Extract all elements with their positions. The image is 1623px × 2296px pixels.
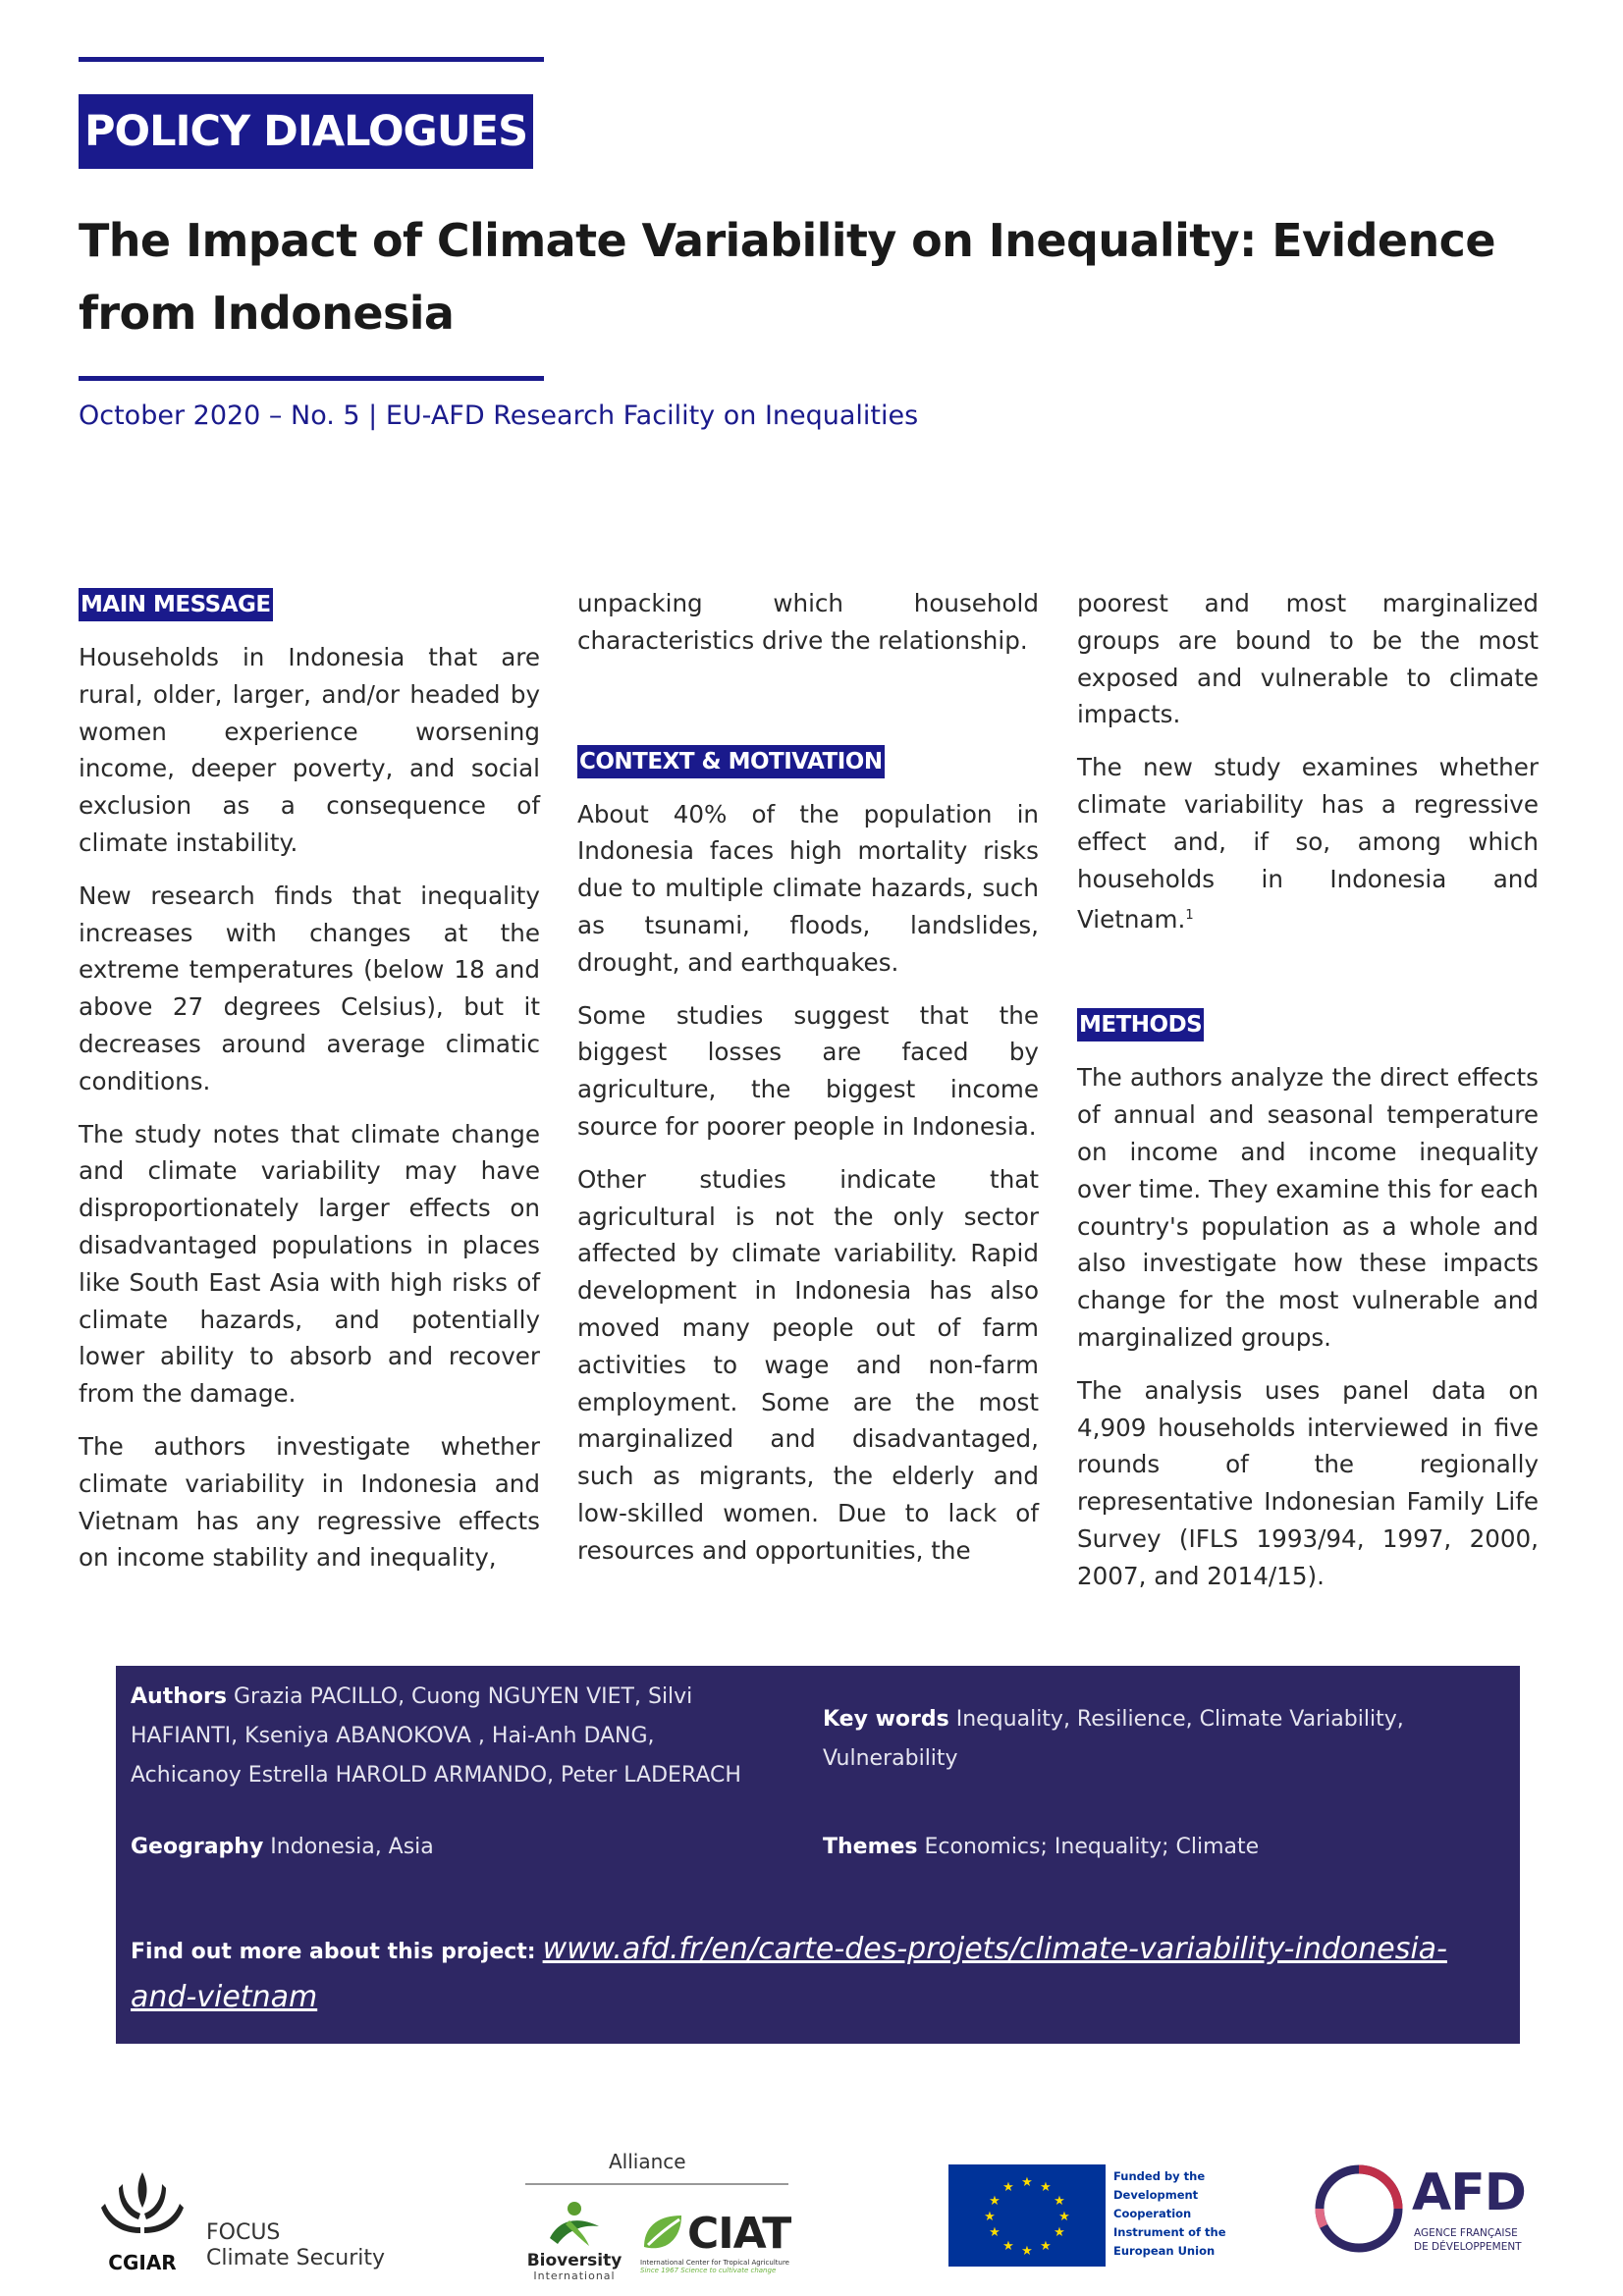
- cgiar-emblem-icon: [93, 2164, 191, 2243]
- themes-block: [823, 1828, 1451, 1867]
- focus-line1: FOCUS: [206, 2220, 281, 2245]
- column-1: [79, 585, 540, 1576]
- ciat-logo: [640, 2209, 797, 2296]
- ciat-tagline: Since 1967 Science to cultivate change: [640, 2267, 777, 2274]
- afd-subtitle: AGENCE FRANÇAISE DE DÉVELOPPEMENT: [1414, 2227, 1522, 2253]
- keywords-label: Key words: [823, 1707, 949, 1732]
- svg-text:★: ★: [989, 2225, 1001, 2240]
- focus-line2: Climate Security: [206, 2246, 385, 2270]
- afd-ring-icon: [1310, 2160, 1408, 2258]
- top-rule: [79, 57, 544, 62]
- svg-text:★: ★: [989, 2194, 1001, 2209]
- footnote-mark: 1: [1185, 908, 1194, 924]
- footer-logos: [0, 2140, 1623, 2296]
- svg-text:★: ★: [1054, 2194, 1065, 2209]
- column-3: [1077, 585, 1539, 1611]
- bioversity-sub: International: [533, 2269, 616, 2282]
- svg-text:★: ★: [1040, 2239, 1052, 2254]
- alliance-divider: [525, 2183, 788, 2185]
- authors-label: Authors: [131, 1684, 227, 1709]
- authors-block: [131, 1678, 759, 1795]
- info-box: [116, 1666, 1520, 2044]
- main-message-p3: The study notes that climate change and climate variability may have disproportionately larger effects on disadvantaged populations in places like South East Asia with high risks of climate hazards, and potentially lower ability to absorb and recover from the damage.: [79, 1119, 540, 1409]
- methods-p2: The analysis uses panel data on 4,909 households interviewed in five rounds of the regionally representative Indonesian Family Life Survey (IFLS 1993/94, 1997, 2000, 2007, and 2014/15).: [1077, 1375, 1539, 1590]
- project-link[interactable]: www.afd.fr/en/carte-des-projets/climate-variability-indonesia-and-vietnam: [131, 1932, 1447, 2014]
- context-p3: Other studies indicate that agricultural is not the only sector affected by climate variability. Rapid development in Indonesia has also moved many people out of farm activities to wage and non-farm employment. Some are the most marginalized and disadvantaged, such as migrants, the elderly and low-skilled women. Due to lack of resources and opportunities, the: [577, 1164, 1039, 1565]
- geography-block: [131, 1828, 759, 1867]
- methods-p1: The authors analyze the direct effects of annual and seasonal temperature on income and income inequality over time. They examine this for each country's population as a whole and also investigate how these impacts change for the most vulnerable and marginalized groups.: [1077, 1063, 1539, 1352]
- svg-text:★: ★: [1002, 2180, 1014, 2195]
- cgiar-wordmark: CGIAR: [108, 2251, 177, 2274]
- themes-label: Themes: [823, 1835, 918, 1859]
- context-p1: About 40% of the population in Indonesia faces high mortality risks due to multiple climate hazards, such as tsunami, floods, landslides, drought, and earthquakes.: [577, 799, 1039, 977]
- title-rule: [79, 376, 544, 381]
- cgiar-logo: [93, 2164, 191, 2272]
- context-heading: CONTEXT & MOTIVATION: [577, 745, 885, 778]
- svg-text:★: ★: [1002, 2239, 1014, 2254]
- methods-heading: METHODS: [1077, 1008, 1204, 1041]
- eu-flag: [948, 2164, 1106, 2267]
- svg-text:★: ★: [1040, 2180, 1052, 2195]
- ciat-leaf-icon: [640, 2212, 685, 2257]
- main-message-p4-cont: unpacking which household characteristics drive the relationship.: [577, 589, 1039, 655]
- main-message-p1: Households in Indonesia that are rural, older, larger, and/or headed by women experience worsening income, deeper poverty, and social exclusion as a consequence of climate instability.: [79, 643, 540, 857]
- bioversity-wordmark: Bioversity: [526, 2251, 622, 2270]
- eu-funding-text: Funded by the Development Cooperation Instrument of the European Union: [1113, 2169, 1226, 2258]
- document-subtitle: October 2020 – No. 5 | EU-AFD Research Facility on Inequalities: [79, 400, 919, 431]
- ciat-sub: International Center for Tropical Agriculture: [640, 2259, 789, 2267]
- geography-value: Indonesia, Asia: [270, 1835, 434, 1859]
- authors-value: Grazia PACILLO, Cuong NGUYEN VIET, Silvi HAFIANTI, Kseniya ABANOKOVA , Hai-Anh DANG, Achicanoy Estrella HAROLD ARMANDO, Peter LADERACH: [131, 1684, 741, 1788]
- context-p4: The new study examines whether climate variability has a regressive effect and, if so, among which households in Indonesia and Vietnam.$^1$: [1077, 753, 1539, 934]
- alliance-label: Alliance: [609, 2150, 686, 2173]
- geography-label: Geography: [131, 1835, 264, 1859]
- more-label: Find out more about this project:: [131, 1940, 536, 1964]
- eu-stars-icon: [948, 2164, 1106, 2267]
- more-block: [131, 1927, 1505, 2023]
- context-p3-cont: poorest and most marginalized groups are bound to be the most exposed and vulnerable to climate impacts.: [1077, 589, 1539, 729]
- focus-climate-security: [206, 2220, 385, 2271]
- context-p2: Some studies suggest that the biggest losses are faced by agriculture, the biggest income source for poorer people in Indonesia.: [577, 1000, 1039, 1141]
- ciat-wordmark: CIAT: [687, 2209, 791, 2259]
- main-message-heading: MAIN MESSAGE: [79, 588, 273, 621]
- column-2: [577, 585, 1039, 1570]
- svg-text:★: ★: [984, 2210, 996, 2224]
- keywords-block: [823, 1700, 1451, 1779]
- afd-wordmark: AFD: [1412, 2163, 1526, 2222]
- keywords-value: Inequality, Resilience, Climate Variability, Vulnerability: [823, 1707, 1404, 1771]
- svg-text:★: ★: [1058, 2210, 1070, 2224]
- themes-value: Economics; Inequality; Climate: [924, 1835, 1260, 1859]
- svg-text:★: ★: [1021, 2244, 1033, 2259]
- svg-text:★: ★: [1054, 2225, 1065, 2240]
- main-message-p2: New research finds that inequality increases with changes at the extreme temperatures (below 18 and above 27 degrees Celsius), but it decreases around average climatic conditions.: [79, 881, 540, 1095]
- document-title: The Impact of Climate Variability on Inequality: Evidence from Indonesia: [79, 214, 1495, 340]
- main-message-p4: The authors investigate whether climate variability in Indonesia and Vietnam has any regressive effects on income stability and inequality,: [79, 1431, 540, 1573]
- svg-text:★: ★: [1021, 2175, 1033, 2190]
- bioversity-emblem-icon: [540, 2199, 609, 2248]
- bioversity-logo: [520, 2199, 628, 2292]
- afd-logo: [1310, 2160, 1545, 2268]
- series-label: POLICY DIALOGUES: [79, 94, 533, 169]
